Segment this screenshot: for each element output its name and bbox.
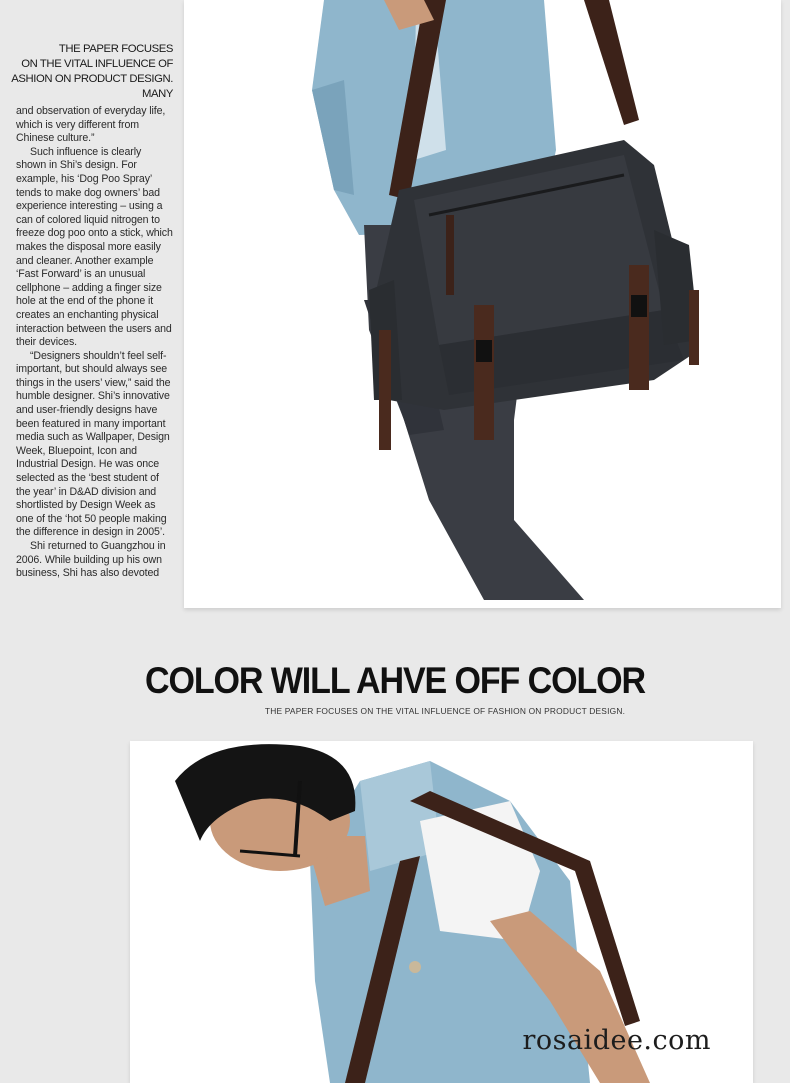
side-heading-line: ON THE VITAL INFLUENCE OF [21, 58, 173, 70]
side-heading-line: ASHION ON PRODUCT DESIGN. MANY [11, 73, 173, 100]
product-photo-model [130, 741, 753, 1083]
side-heading [8, 42, 173, 102]
section-subline: THE PAPER FOCUSES ON THE VITAL INFLUENCE OF FASHION ON PRODUCT DESIGN. [264, 706, 626, 716]
product-photo-bag-front [184, 0, 781, 608]
side-article-text [16, 105, 174, 595]
watermark-text: rosaidee.com [522, 1025, 711, 1056]
article-paragraph: Such influence is clearly shown in Shi’s design. For example, his ‘Dog Poo Spray’ tends to make dog owners’ bad experience interesting – using a can of colored liquid nitrogen to freeze dog poo onto a stick, which makes the disposal more easily and cleaner. Another example ‘Fast Forward’ is an unusual cellphone – adding a finger size hole at the end of the phone it creates an enchanting physical interaction between the users and their devices. [16, 145, 173, 349]
section-headline: COLOR WILL AHVE OFF COLOR [145, 660, 645, 701]
article-paragraph: Shi returned to Guangzhou in 2006. While building up his own business, Shi has also devoted [16, 540, 166, 580]
bag-front-illustration [184, 0, 781, 608]
article-paragraph: and observation of everyday life, which is very different from Chinese culture.” [16, 105, 166, 145]
article-paragraph: “Designers shouldn’t feel self-important, but should always see things in the users’ view,” said the humble designer. Shi’s innovative and user-friendly designs have been featured in many important media such as Wallpaper, Design Week, Bluepoint, Icon and Industrial Design. He was once selected as the ‘best student of the year’ in D&AD division and shortlisted by Design Week as one of the ‘hot 50 people making the difference in design in 2005’. [16, 349, 171, 539]
side-heading-line: THE PAPER FOCUSES [58, 43, 173, 55]
